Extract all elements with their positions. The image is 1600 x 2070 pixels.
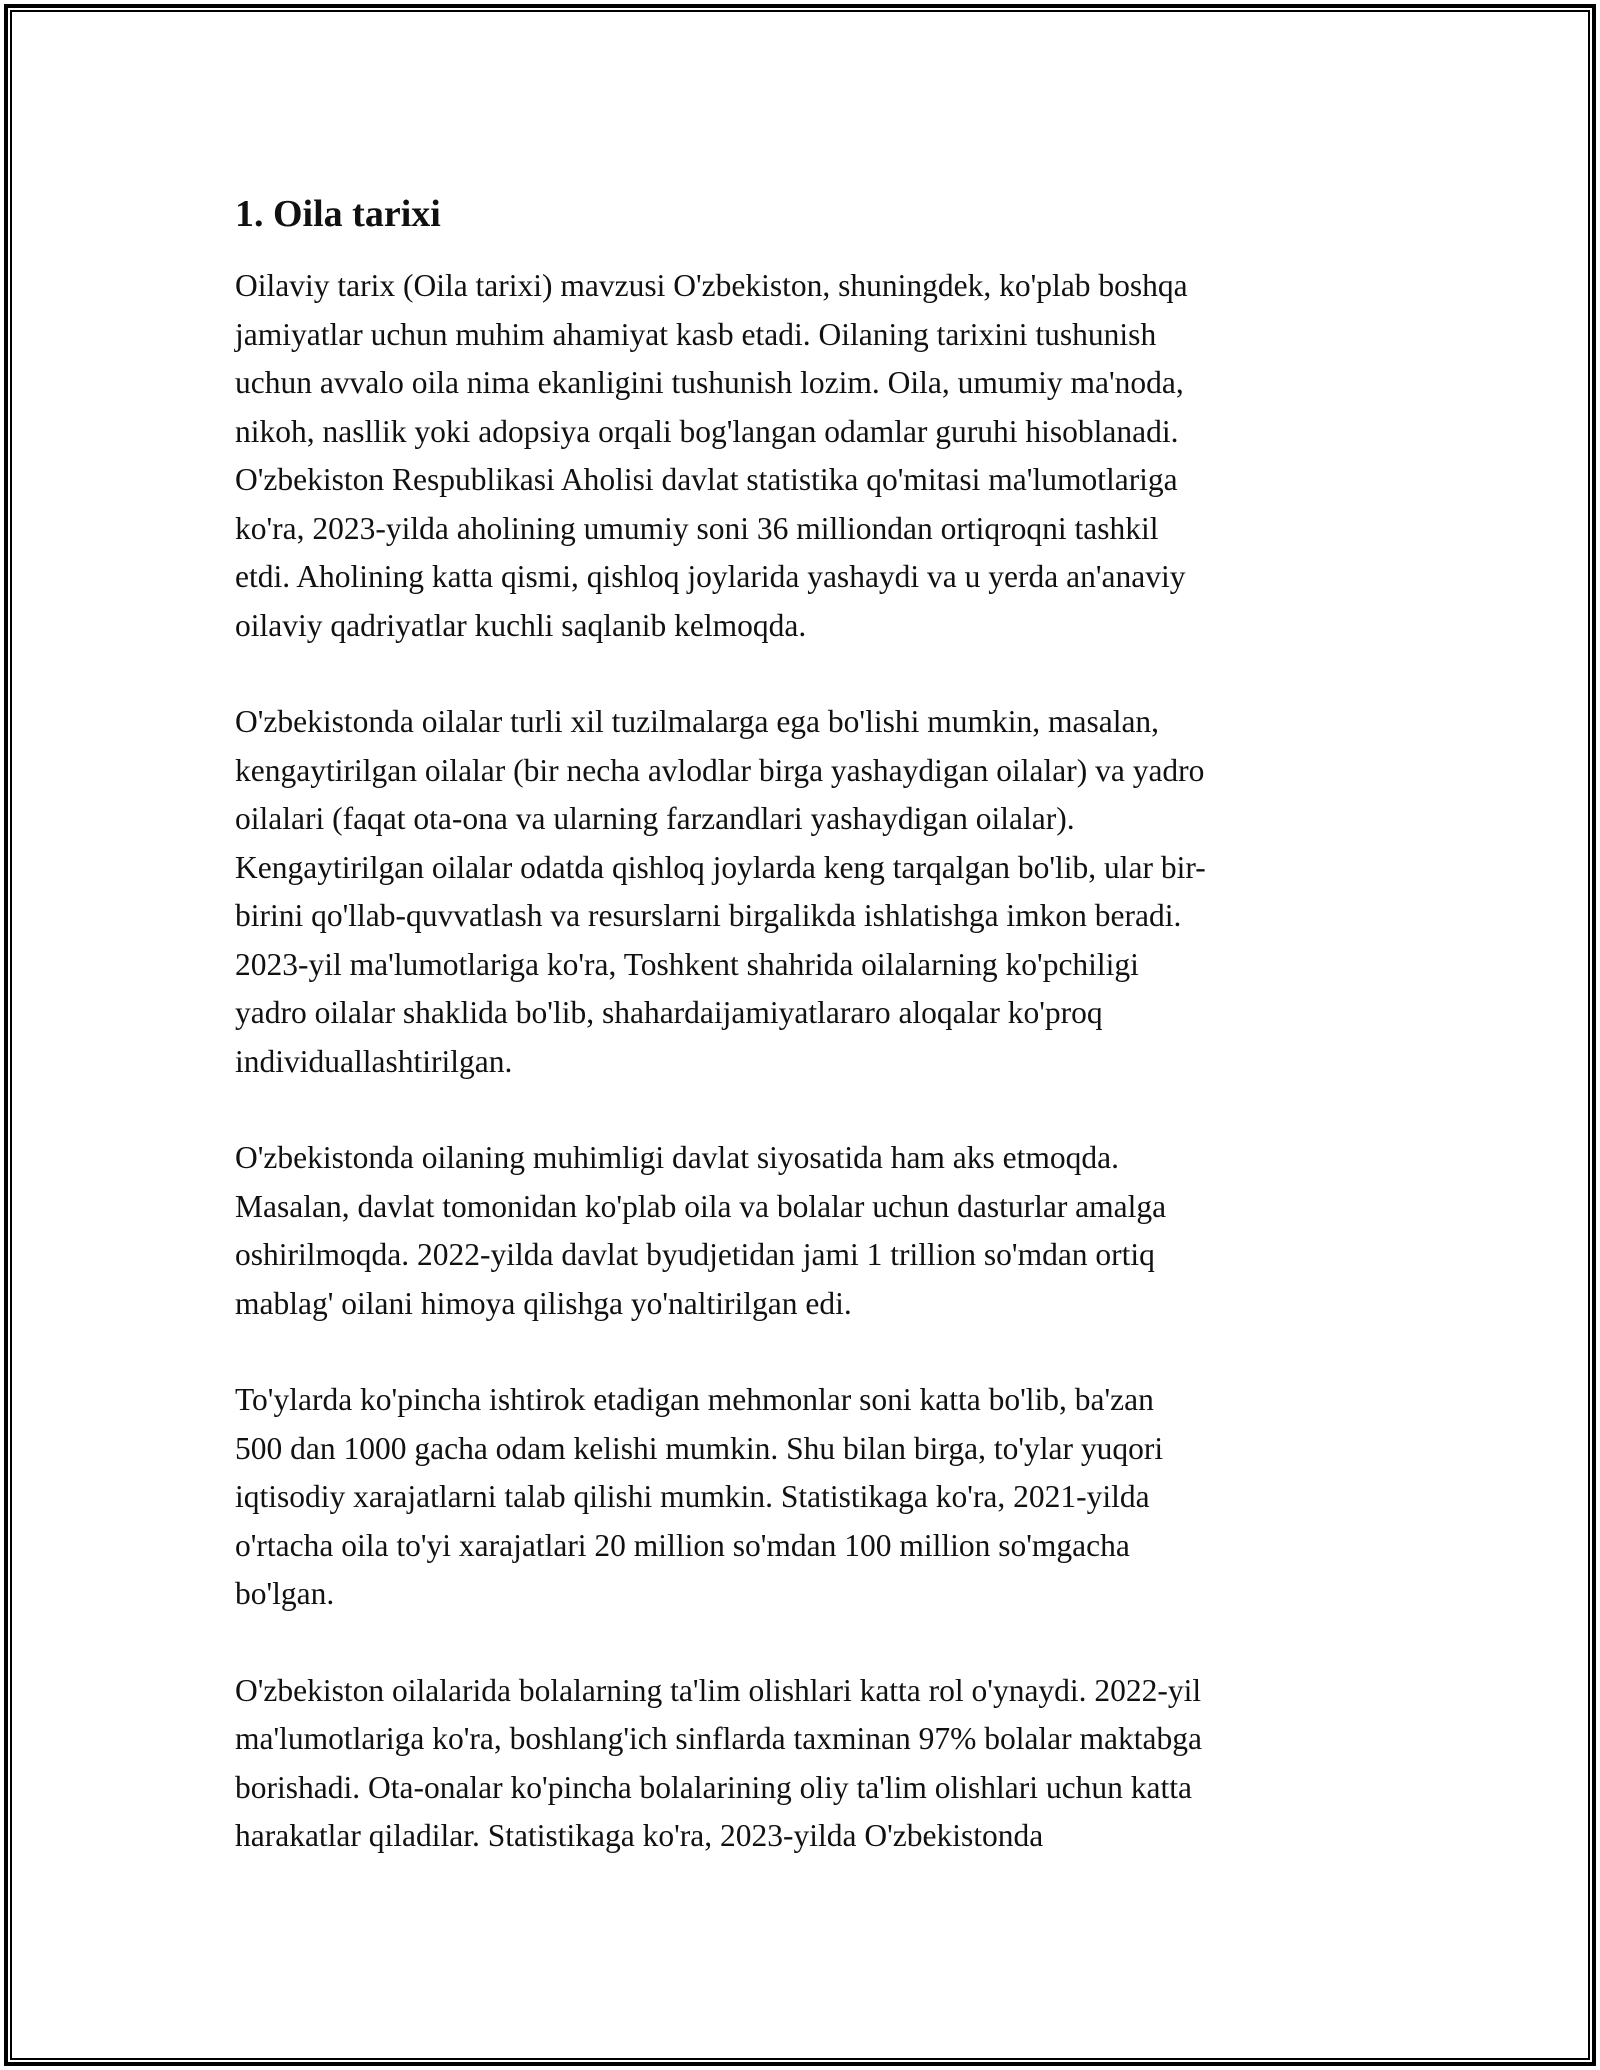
document-page — [235, 188, 1375, 1909]
paragraph-1: Oilaviy tarix (Oila tarixi) mavzusi O'zbekiston, shuningdek, ko'plab boshqa jamiyatlar uchun muhim ahamiyat kasb etadi. Oilaning tarixini tushunish uchun avvalo oila nima ekanligini tushunish lozim. Oila, umumiy ma'noda, nikoh, nasllik yoki adopsiya orqali bog'langan odamlar guruhi hisoblanadi. O'zbekiston Respublikasi Aholisi davlat statistika qo'mitasi ma'lumotlariga ko'ra, 2023-yilda aholining umumiy soni 36 milliondan ortiqroqni tashkil etdi. Aholining katta qismi, qishloq joylarida yashaydi va u yerda an'anaviy oilaviy qadriyatlar kuchli saqlanib kelmoqda. — [235, 268, 1188, 643]
paragraph-5: O'zbekiston oilalarida bolalarning ta'lim olishlari katta rol o'ynaydi. 2022-yil ma'lumotlariga ko'ra, boshlang'ich sinflarda taxminan 97% bolalar maktabga borishadi. Ota-onalar ko'pincha bolalarining oliy ta'lim olishlari uchun katta harakatlar qiladilar. Statistikaga ko'ra, 2023-yilda O'zbekistonda — [235, 1672, 1202, 1853]
paragraph-3: O'zbekistonda oilaning muhimligi davlat siyosatida ham aks etmoqda. Masalan, davlat tomonidan ko'plab oila va bolalar uchun dasturlar amalga oshirilmoqda. 2022-yilda davlat byudjetidan jami 1 trillion so'mdan ortiq mablag' oilani himoya qilishga yo'naltirilgan edi. — [235, 1140, 1167, 1321]
section-heading: 1. Oila tarixi — [235, 193, 441, 235]
paragraph-4: To'ylarda ko'pincha ishtirok etadigan mehmonlar soni katta bo'lib, ba'zan 500 dan 1000 gacha odam kelishi mumkin. Shu bilan birga, to'ylar yuqori iqtisodiy xarajatlarni talab qilishi mumkin. Statistikaga ko'ra, 2021-yilda o'rtacha oila to'yi xarajatlari 20 million so'mdan 100 million so'mgacha bo'lgan. — [235, 1382, 1164, 1611]
paragraph-2: O'zbekistonda oilalar turli xil tuzilmalarga ega bo'lishi mumkin, masalan, kengaytirilgan oilalar (bir necha avlodlar birga yashaydigan oilalar) va yadro oilalari (faqat ota-ona va ularning farzandlari yashaydigan oilalar). Kengaytirilgan oilalar odatda qishloq joylarda keng tarqalgan bo'lib, ular bir- birini qo'llab-quvvatlash va resurslarni birgalikda ishlatishga imkon beradi. 2023-yil ma'lumotlariga ko'ra, Toshkent shahrida oilalarning ko'pchiligi yadro oilalar shaklida bo'lib, shahardaijamiyatlararo aloqalar ko'proq individuallashtirilgan. — [235, 704, 1206, 1079]
